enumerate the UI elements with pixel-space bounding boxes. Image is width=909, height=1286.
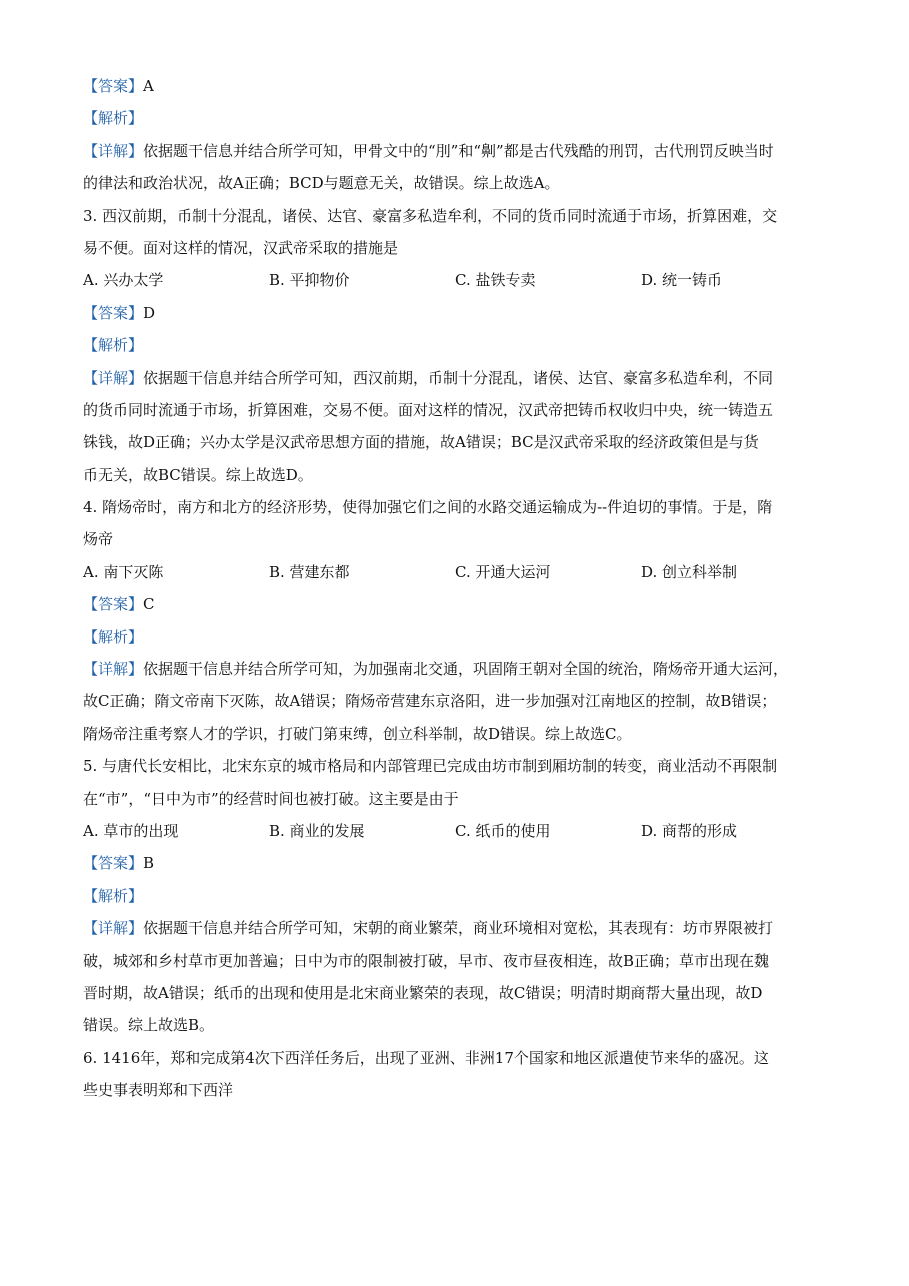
question-stem-line: 3. 西汉前期，币制十分混乱，诸侯、达官、豪富多私造牟利，不同的货币同时流通于市场，折算困难，交 xyxy=(83,206,778,225)
detail-label: 【详解】 xyxy=(83,141,144,160)
question-stem-line: 在“市”，“日中为市”的经营时间也被打破。这主要是由于 xyxy=(83,789,459,808)
detail-line xyxy=(83,685,833,717)
detail-line xyxy=(83,167,833,199)
analysis-line xyxy=(83,329,833,361)
detail-text: 晋时期，故A错误；纸币的出现和使用是北宋商业繁荣的表现，故C错误；明清时期商帮大量出现，故D xyxy=(83,983,763,1002)
question-stem-line: 易不便。面对这样的情况，汉武帝采取的措施是 xyxy=(83,238,399,257)
detail-line xyxy=(83,394,833,426)
exam-page xyxy=(83,70,833,1107)
detail-text: 故C正确；隋文帝南下灭陈，故A错误；隋炀帝营建东京洛阳，进一步加强对江南地区的控制，故B错误； xyxy=(83,692,777,711)
answer-label: 【答案】 xyxy=(83,303,144,322)
detail-label: 【详解】 xyxy=(83,919,144,938)
option-a: A. 草市的出现 xyxy=(83,821,179,840)
detail-text: 错误。综上故选B。 xyxy=(83,1016,215,1035)
detail-text: 币无关，故BC错误。综上故选D。 xyxy=(83,465,313,484)
options-row xyxy=(83,556,833,588)
option-c: C. 盐铁专卖 xyxy=(455,271,536,290)
answer-line xyxy=(83,847,833,879)
option-a: A. 南下灭陈 xyxy=(83,562,164,581)
option-d: D. 创立科举制 xyxy=(641,562,738,581)
detail-text: 的律法和政治状况，故A正确；BCD与题意无关，故错误。综上故选A。 xyxy=(83,174,560,193)
analysis-label: 【解析】 xyxy=(83,109,144,128)
detail-line xyxy=(83,1009,833,1041)
option-d: D. 商帮的形成 xyxy=(641,821,738,840)
answer-line xyxy=(83,297,833,329)
detail-line xyxy=(83,977,833,1009)
answer-value: B xyxy=(143,854,155,873)
detail-text: 铢钱，故D正确；兴办太学是汉武帝思想方面的措施，故A错误；BC是汉武帝采取的经济政策但是与货 xyxy=(83,433,759,452)
option-d: D. 统一铸币 xyxy=(641,271,723,290)
analysis-line xyxy=(83,102,833,134)
option-c: C. 开通大运河 xyxy=(455,562,551,581)
detail-text: 依据题干信息并结合所学可知，甲骨文中的“刖”和“劓”都是古代残酷的刑罚，古代刑罚反映当时 xyxy=(143,141,774,160)
option-a: A. 兴办太学 xyxy=(83,271,164,290)
detail-text: 隋炀帝注重考察人才的学识，打破门第束缚，创立科举制，故D错误。综上故选C。 xyxy=(83,724,632,743)
analysis-label: 【解析】 xyxy=(83,336,144,355)
option-c: C. 纸币的使用 xyxy=(455,821,551,840)
detail-line xyxy=(83,912,833,944)
detail-label: 【详解】 xyxy=(83,660,144,679)
detail-text: 依据题干信息并结合所学可知，宋朝的商业繁荣，商业环境相对宽松，其表现有：坊市界限被打 xyxy=(143,919,774,938)
detail-line xyxy=(83,426,833,458)
answer-label: 【答案】 xyxy=(83,595,144,614)
detail-line xyxy=(83,459,833,491)
analysis-line xyxy=(83,880,833,912)
detail-line xyxy=(83,362,833,394)
answer-label: 【答案】 xyxy=(83,77,144,95)
answer-value: D xyxy=(143,303,156,322)
detail-text: 的货币同时流通于市场，折算困难，交易不便。面对这样的情况，汉武帝把铸币权收归中央，统一铸造五 xyxy=(83,400,774,419)
question-stem-line: 炀帝 xyxy=(83,530,114,549)
detail-text: 依据题干信息并结合所学可知，西汉前期，币制十分混乱，诸侯、达官、豪富多私造牟利，不同 xyxy=(143,368,774,387)
detail-line xyxy=(83,945,833,977)
question-stem-line: 5. 与唐代长安相比，北宋东京的城市格局和内部管理已完成由坊市制到厢坊制的转变，商业活动不再限制 xyxy=(83,757,778,776)
options-row xyxy=(83,264,833,296)
detail-line xyxy=(83,653,833,685)
option-b: B. 商业的发展 xyxy=(269,821,365,840)
answer-line xyxy=(83,70,833,102)
answer-label: 【答案】 xyxy=(83,854,144,873)
option-b: B. 平抑物价 xyxy=(269,271,350,290)
detail-line xyxy=(83,718,833,750)
detail-line xyxy=(83,135,833,167)
options-row xyxy=(83,815,833,847)
analysis-line xyxy=(83,621,833,653)
detail-text: 破，城郊和乡村草市更加普遍；日中为市的限制被打破，早市、夜市昼夜相连，故B正确；草市出现在魏 xyxy=(83,951,770,970)
option-b: B. 营建东都 xyxy=(269,562,350,581)
detail-label: 【详解】 xyxy=(83,368,144,387)
question-stem-line: 4. 隋炀帝时，南方和北方的经济形势，使得加强它们之间的水路交通运输成为--件迫切的事情。于是，隋 xyxy=(83,498,773,517)
detail-text: 依据题干信息并结合所学可知，为加强南北交通，巩固隋王朝对全国的统治，隋炀帝开通大运河， xyxy=(143,660,789,679)
analysis-label: 【解析】 xyxy=(83,886,144,905)
question-stem-line: 些史事表明郑和下西洋 xyxy=(83,1081,234,1100)
question-stem-line: 6. 1416年，郑和完成第4次下西洋任务后，出现了亚洲、非洲17个国家和地区派遣使节来华的盛况。这 xyxy=(83,1048,769,1067)
answer-value: A xyxy=(143,77,154,95)
answer-value: C xyxy=(143,595,155,614)
answer-line xyxy=(83,588,833,620)
analysis-label: 【解析】 xyxy=(83,627,144,646)
